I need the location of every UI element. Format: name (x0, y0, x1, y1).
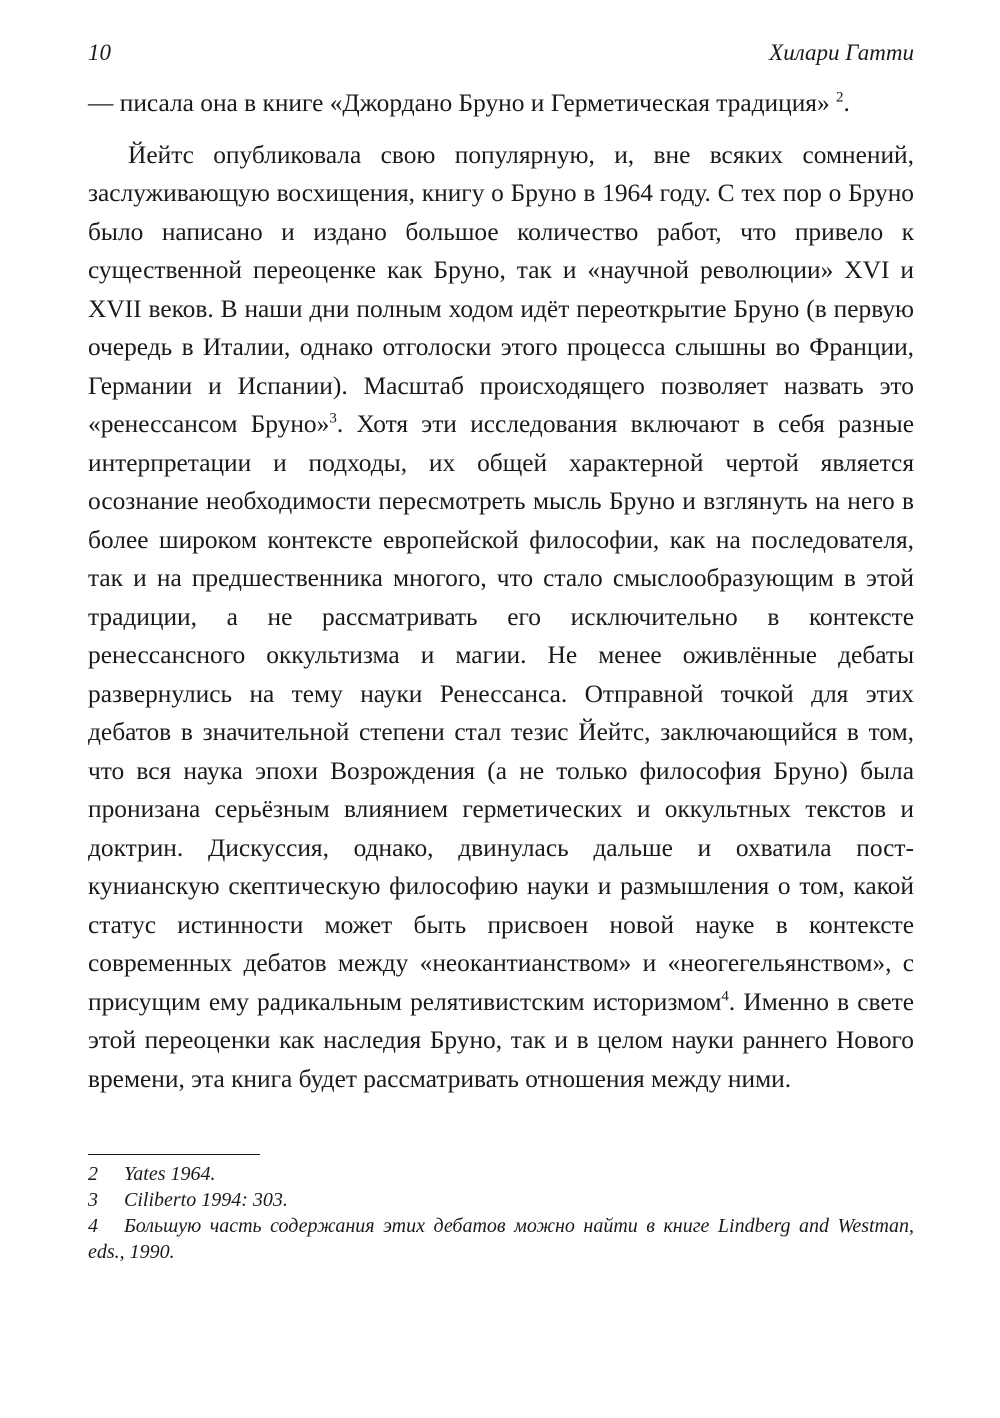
paragraph-2-part-1: Йейтс опубликовала свою популярную, и, вне всяких сомнений, заслуживающую восхищения, книгу о Бруно в 1964 году. С тех пор о Бруно было написано и издано большое количество работ, что привело к существенной переоценке как Бруно, так и «научной революции» XVI и XVII веков. В наши дни полным ходом идёт переоткрытие Бруно (в первую очередь в Италии, однако отголоски этого процесса слышны во Франции, Германии и Испании). Масштаб происходящего позволяет назвать это «ренессансом Бруно» (88, 140, 914, 438)
footnote-item (88, 1213, 914, 1265)
paragraph-continuation (88, 84, 914, 123)
footnote-number: 4 (88, 1215, 98, 1237)
running-title: Хилари Гатти (769, 40, 914, 65)
footnote-text: Большую часть содержания этих дебатов можно найти в книге Lindberg and Westman, eds., 1990. (88, 1215, 914, 1263)
footnote-text: Yates 1964. (124, 1163, 216, 1185)
footnote-number: 2 (88, 1163, 98, 1185)
footnote-ref-2[interactable]: 2 (836, 89, 844, 106)
footnote-number: 3 (88, 1189, 98, 1211)
footnote-divider (88, 1154, 260, 1155)
footnote-item (88, 1161, 914, 1187)
footnote-text: Ciliberto 1994: 303. (124, 1189, 288, 1211)
footnote-ref-3[interactable]: 3 (329, 410, 337, 427)
running-head (88, 40, 914, 84)
footnote-item (88, 1187, 914, 1213)
footnote-ref-4[interactable]: 4 (721, 988, 729, 1005)
paragraph-2-part-2: . Хотя эти исследования включают в себя разные интерпретации и подходы, их общей характерной чертой является осознание необходимости пересмотреть мысль Бруно и взглянуть на него в более широком контексте европейской философии, как на последователя, так и на предшественника многого, что стало смыслообразующим в этой традиции, а не рассматривать его исключительно в контексте ренессансного оккультизма и магии. Не менее оживлённые дебаты развернулись на тему науки Ренессанса. Отправной точкой для этих дебатов в значительной степени стал тезис Йейтс, заключающийся в том, что вся наука эпохи Возрождения (а не только философия Бруно) была пронизана серьёзным влиянием герметических и оккультных текстов и доктрин. Дискуссия, однако, двинулась дальше и охватила пост-кунианскую скептическую философию науки и размышления о том, какой статус истинности может быть присвоен новой науке в контексте современных дебатов между «неокантианством» и «неогегельянством», с присущим ему радикальным релятивистским историзмом (88, 410, 914, 1016)
paragraph-1-end: . (843, 89, 850, 117)
page-number: 10 (88, 40, 111, 65)
footnotes (88, 1161, 914, 1265)
paragraph-2-part-3: . Именно в свете этой переоценки как наследия Бруно, так и в целом науки раннего Нового времени, эта книга будет рассматривать отношения между ними. (88, 987, 914, 1093)
paragraph-main (88, 136, 914, 1099)
main-text (88, 84, 914, 1098)
page (88, 40, 914, 1265)
paragraph-1-text: — писала она в книге «Джордано Бруно и Герметическая традиция» (88, 89, 830, 117)
